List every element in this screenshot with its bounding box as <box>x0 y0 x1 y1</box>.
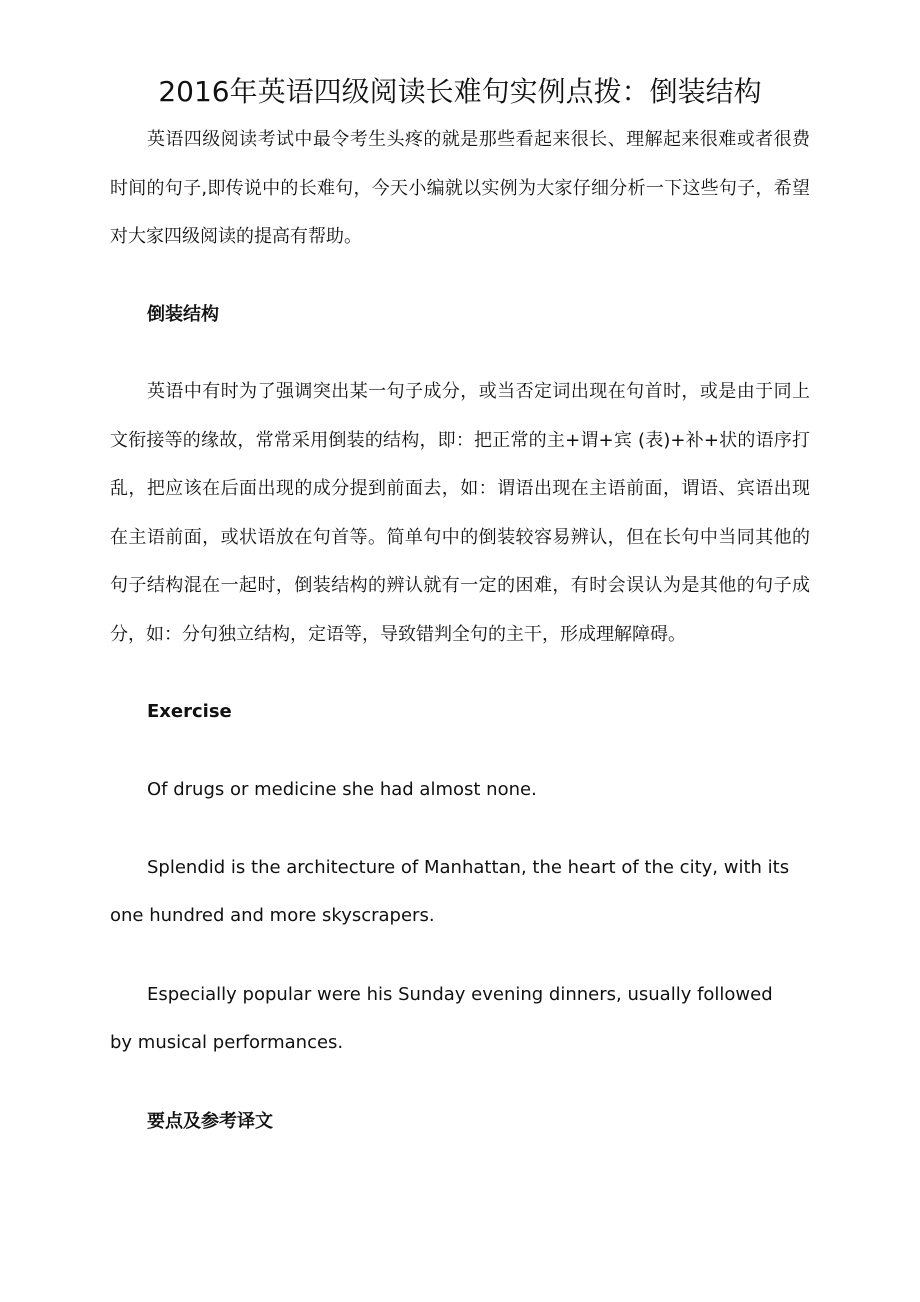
answers-heading: 要点及参考译文 <box>147 1111 273 1132</box>
page-title: 2016年英语四级阅读长难句实例点拨：倒装结构 <box>158 75 762 108</box>
exercise-sentence-3: Especially popular were his Sunday evening dinners, usually followed by musical performances. <box>110 984 773 1053</box>
intro-paragraph: 英语四级阅读考试中最令考生头疼的就是那些看起来很长、理解起来很难或者很费时间的句子,即传说中的长难句，今天小编就以实例为大家仔细分析一下这些句子，希望对大家四级阅读的提高有帮助。 <box>110 129 810 247</box>
section-heading-inversion: 倒装结构 <box>147 304 219 325</box>
exercise-sentence-1: Of drugs or medicine she had almost none. <box>147 779 537 800</box>
exercise-heading: Exercise <box>147 701 232 722</box>
exercise-sentence-2: Splendid is the architecture of Manhattan, the heart of the city, with its one hundred and more skyscrapers. <box>110 857 790 926</box>
inversion-paragraph: 英语中有时为了强调突出某一句子成分，或当否定词出现在句首时，或是由于同上文衔接等的缘故，常常采用倒装的结构，即：把正常的主+谓+宾 (表)+补+状的语序打乱，把应该在后面出现的成分提到前面去，如：谓语出现在主语前面，谓语、宾语出现在主语前面，或状语放在句首等。简单句中的倒装较容易辨认，但在长句中当同其他的句子结构混在一起时，倒装结构的辨认就有一定的困难，有时会误认为是其他的句子成分，如：分句独立结构，定语等，导致错判全句的主干，形成理解障碍。 <box>110 381 810 645</box>
